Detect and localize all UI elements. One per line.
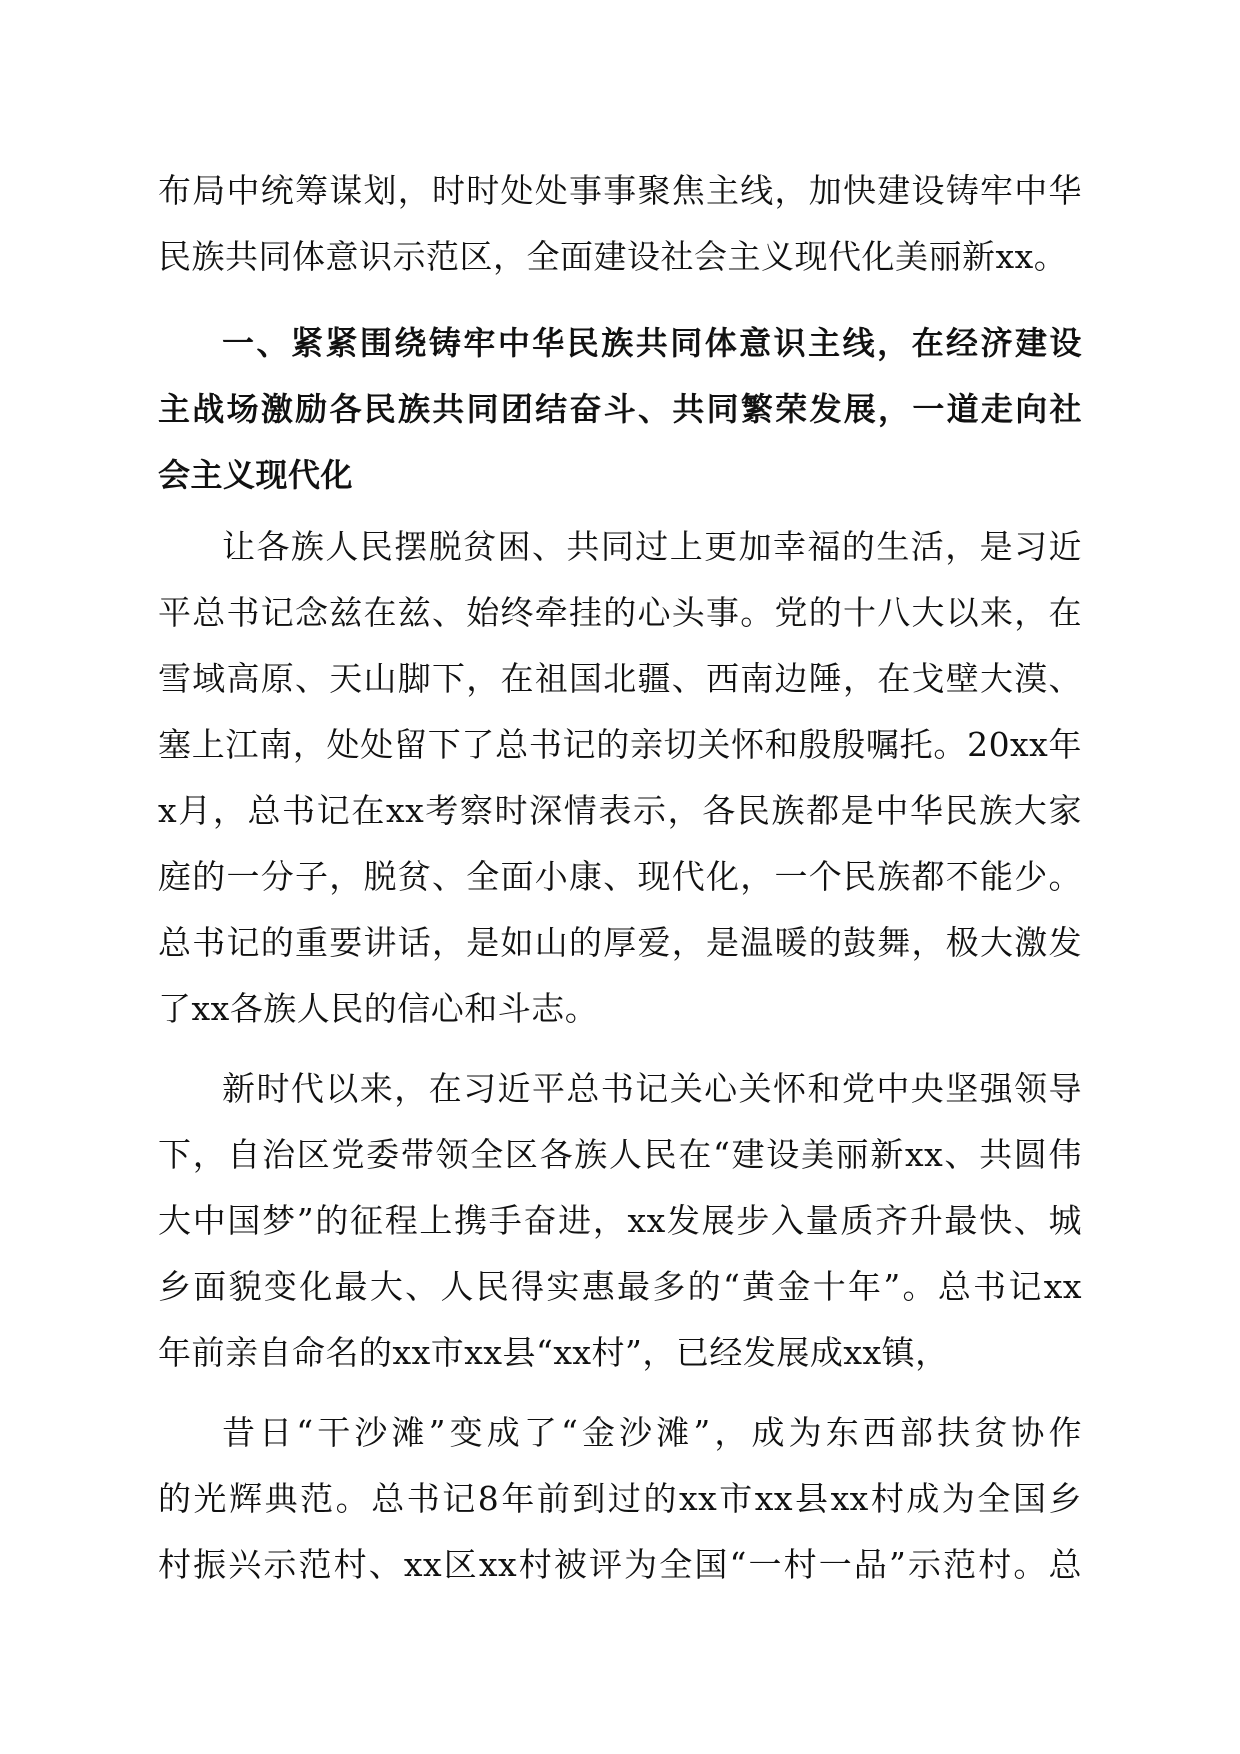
section-heading-line: 主战场激励各民族共同团结奋斗、共同繁荣发展，一道走向社 [158,390,1082,428]
body-text-line: 下，自治区党委带领全区各族人民在“建设美丽新xx、共圆伟 [158,1135,1082,1174]
body-text-line: 平总书记念兹在兹、始终牵挂的心头事。党的十八大以来，在 [158,593,1082,632]
body-text-line: 布局中统筹谋划，时时处处事事聚焦主线，加快建设铸牢中华 [158,171,1082,210]
body-text-line: 大中国梦”的征程上携手奋进，xx发展步入量质齐升最快、城 [158,1201,1082,1240]
section-heading-line: 会主义现代化 [158,456,354,494]
body-text-line: 民族共同体意识示范区，全面建设社会主义现代化美丽新xx。 [158,237,1068,276]
body-text-line: 村振兴示范村、xx区xx村被评为全国“一村一品”示范村。总 [158,1545,1082,1584]
body-text-line: 总书记的重要讲话，是如山的厚爱，是温暖的鼓舞，极大激发 [158,923,1082,962]
body-text-line: 雪域高原、天山脚下，在祖国北疆、西南边陲，在戈壁大漠、 [158,659,1082,698]
body-text-line: 了xx各族人民的信心和斗志。 [158,989,599,1028]
body-text-line: 的光辉典范。总书记8年前到过的xx市xx县xx村成为全国乡 [158,1479,1082,1518]
body-text-line: 庭的一分子，脱贫、全面小康、现代化，一个民族都不能少。 [158,857,1082,896]
body-text-line: 年前亲自命名的xx市xx县“xx村”，已经发展成xx镇， [158,1333,949,1372]
paragraph-first-line: 让各族人民摆脱贫困、共同过上更加幸福的生活，是习近 [222,527,1082,566]
body-text-line: x月，总书记在xx考察时深情表示，各民族都是中华民族大家 [158,791,1082,830]
body-text-line: 乡面貌变化最大、人民得实惠最多的“黄金十年”。总书记xx [158,1267,1082,1306]
paragraph-first-line: 昔日“干沙滩”变成了“金沙滩”，成为东西部扶贫协作 [222,1413,1082,1452]
paragraph-first-line: 新时代以来，在习近平总书记关心关怀和党中央坚强领导 [222,1069,1082,1108]
body-text-line: 塞上江南，处处留下了总书记的亲切关怀和殷殷嘱托。20xx年 [158,725,1082,764]
section-heading-line: 一、紧紧围绕铸牢中华民族共同体意识主线，在经济建设 [222,324,1082,362]
